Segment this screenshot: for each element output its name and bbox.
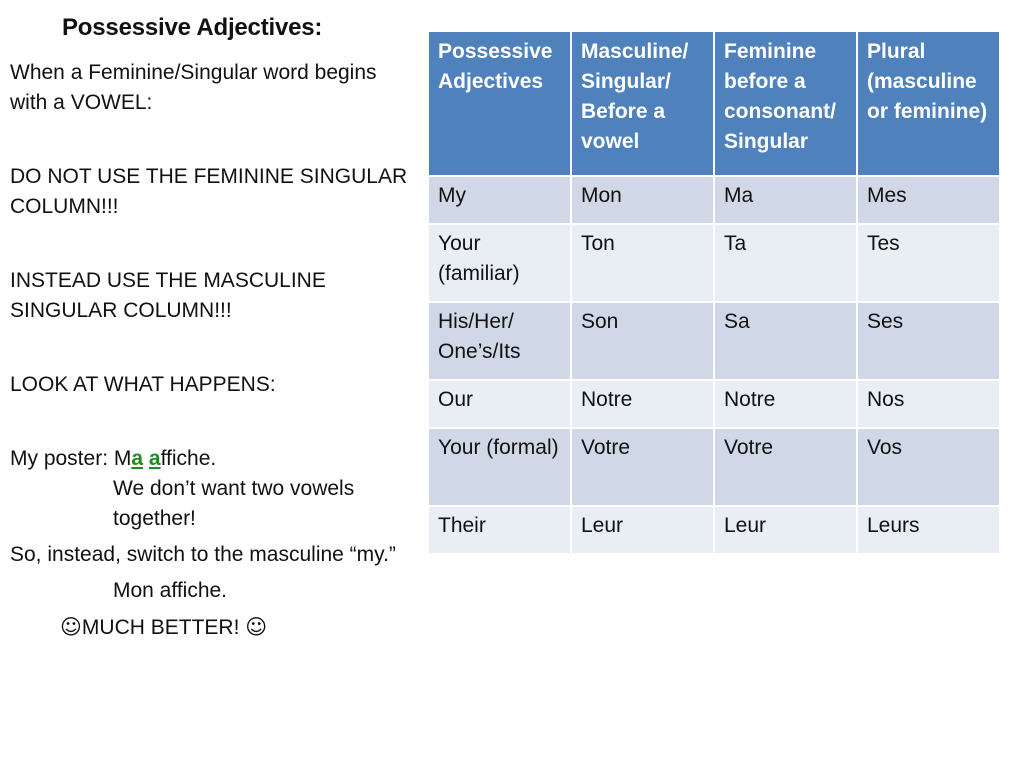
table-cell: His/Her/ One’s/Its (428, 302, 571, 380)
table-row (428, 428, 1000, 506)
table-cell: Vos (857, 428, 1000, 506)
smiley-icon: ☺ (245, 615, 268, 639)
table-cell: Nos (857, 380, 1000, 428)
table-cell: Mon (571, 176, 714, 224)
table-row (428, 506, 1000, 554)
table-cell: Mes (857, 176, 1000, 224)
note-vowel-rule: When a Feminine/Singular word begins with a VOWEL: (10, 61, 377, 114)
table-cell: Tes (857, 224, 1000, 302)
table-cell: Leur (571, 506, 714, 554)
notes-panel (10, 58, 415, 643)
example-highlight-a2: a (148, 447, 161, 470)
table-cell: Your (formal) (428, 428, 571, 506)
table-cell: Ses (857, 302, 1000, 380)
table-cell: Votre (714, 428, 857, 506)
much-better-text: MUCH BETTER! (81, 616, 246, 639)
table-cell: Notre (571, 380, 714, 428)
example-suffix: ffiche. (160, 447, 217, 470)
example-highlight-a1: a (131, 447, 144, 470)
table-cell: Leur (714, 506, 857, 554)
smiley-icon: ☺ (60, 615, 82, 639)
header-plural: Plural (masculine or feminine) (857, 31, 1000, 176)
table-header-row (428, 31, 1000, 176)
note-switch: So, instead, switch to the masculine “my.” (10, 543, 396, 566)
table-cell: Notre (714, 380, 857, 428)
note-do-not-use: DO NOT USE THE FEMININE SINGULAR COLUMN!!! (10, 165, 408, 218)
table-row (428, 224, 1000, 302)
table-cell: Sa (714, 302, 857, 380)
table-row (428, 176, 1000, 224)
table-cell: Son (571, 302, 714, 380)
table-cell: Votre (571, 428, 714, 506)
note-fixed: Mon affiche. (113, 579, 228, 602)
table-row (428, 380, 1000, 428)
table-cell: Ta (714, 224, 857, 302)
table-cell: Ma (714, 176, 857, 224)
example-prefix: My poster: M (10, 447, 132, 470)
note-much-better (10, 612, 415, 643)
table-cell: My (428, 176, 571, 224)
table-cell: Their (428, 506, 571, 554)
table-cell: Ton (571, 224, 714, 302)
header-feminine-singular: Feminine before a consonant/ Singular (714, 31, 857, 176)
header-masculine-singular: Masculine/ Singular/ Before a vowel (571, 31, 714, 176)
table-row (428, 302, 1000, 380)
note-look: LOOK AT WHAT HAPPENS: (10, 373, 276, 396)
table-cell: Leurs (857, 506, 1000, 554)
possessive-adjectives-table (427, 30, 1001, 555)
header-possessive-adjectives: Possessive Adjectives (428, 31, 571, 176)
table-cell: Our (428, 380, 571, 428)
note-example (10, 444, 415, 474)
page-title: Possessive Adjectives: (62, 14, 323, 41)
note-instead-use: INSTEAD USE THE MASCULINE SINGULAR COLUMN!!! (10, 269, 326, 322)
note-two-vowels: We don’t want two vowels together! (113, 477, 355, 530)
table-cell: Your (familiar) (428, 224, 571, 302)
